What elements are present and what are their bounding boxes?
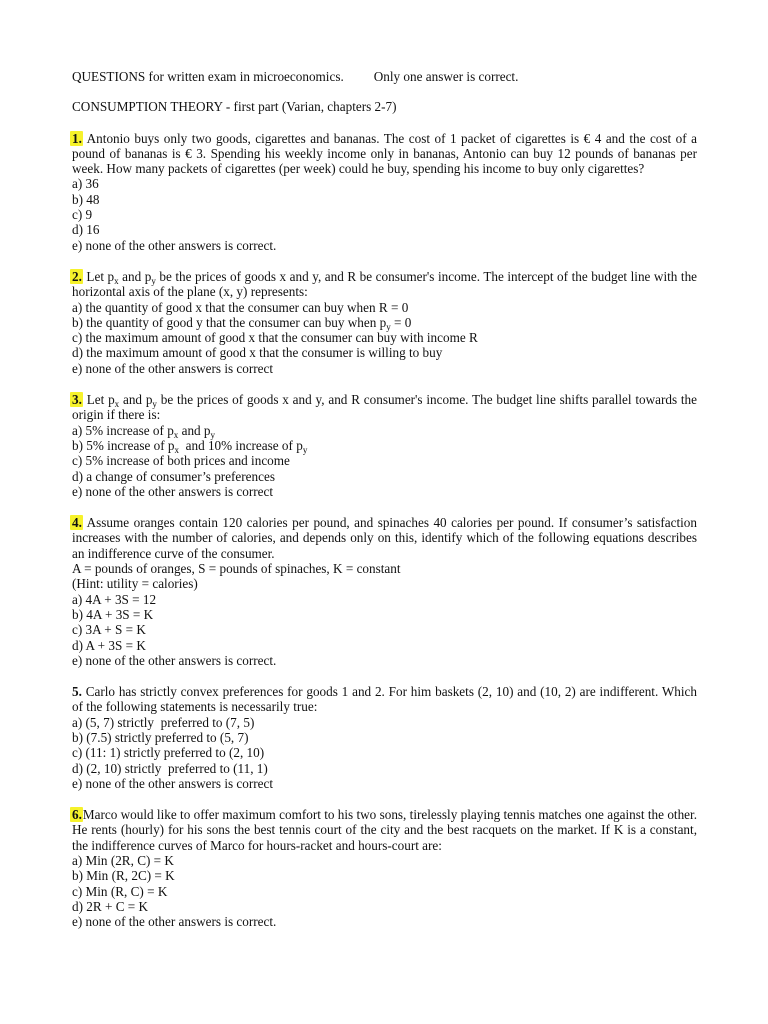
option-e: e) none of the other answers is correct	[72, 483, 274, 499]
subscript-y: y	[210, 429, 216, 440]
question-number-highlight: 1.	[72, 130, 82, 146]
option-e: e) none of the other answers is correct.	[72, 914, 277, 930]
question-text	[72, 269, 697, 300]
option-c: c) 5% increase of both prices and income	[72, 453, 290, 469]
question-body-part: be the prices of goods x and y, and R be consumer's income. The intercept of the budget line with the horizontal axis of the plane (x, y) represents:	[72, 268, 698, 300]
option-a	[72, 423, 697, 438]
option-c: c) 3A + S = K	[72, 622, 146, 638]
question-text	[72, 807, 697, 853]
option-a-mid: and p	[178, 422, 211, 438]
question-body-part: Let p	[86, 392, 115, 408]
question-body: Antonio buys only two goods, cigarettes and bananas. The cost of 1 packet of cigarettes is € 4 and the cost of a pound of bananas is € 3. Spending his weekly income only in bananas, Antonio can buy 12 pounds of bananas per week. How many packets of cigarettes (per week) could he buy, spending his income to buy only cigarettes?	[72, 130, 697, 177]
variable-definitions: A = pounds of oranges, S = pounds of spinaches, K = constant	[72, 561, 401, 577]
question-4	[72, 515, 697, 668]
option-b	[72, 315, 697, 330]
question-body-part: Let p	[86, 268, 115, 284]
option-b-text: b) the quantity of good y that the consumer can buy when p	[72, 314, 387, 330]
option-c: c) Min (R, C) = K	[72, 883, 168, 899]
question-body: Marco would like to offer maximum comfort to his two sons, tirelessly playing tennis matches one against the other. He rents (hourly) for his sons the best tennis court of the city and the best racquets on the market. If K is a constant, the indifference curves of Marco for hours-racket and hours-court are:	[72, 807, 697, 853]
hint: (Hint: utility = calories)	[72, 576, 198, 592]
option-e: e) none of the other answers is correct	[72, 360, 274, 376]
question-body-part: be the prices of goods x and y, and R consumer's income. The budget line shifts parallel towards the origin if there is:	[72, 392, 698, 423]
option-b: b) (7.5) strictly preferred to (5, 7)	[72, 729, 249, 745]
option-a: a) the quantity of good x that the consumer can buy when R = 0	[72, 299, 409, 315]
question-text	[72, 131, 697, 177]
option-a: a) (5, 7) strictly preferred to (7, 5)	[72, 714, 255, 730]
option-b-text: b) 5% increase of p	[72, 437, 175, 453]
option-e: e) none of the other answers is correct	[72, 775, 274, 791]
question-1	[72, 131, 697, 253]
question-text	[72, 392, 697, 423]
option-c: c) 9	[72, 207, 93, 223]
exam-page	[72, 69, 697, 930]
question-number: 5.	[72, 684, 82, 700]
option-d: d) A + 3S = K	[72, 637, 146, 653]
exam-header	[72, 69, 697, 84]
option-d: d) a change of consumer’s preferences	[72, 468, 275, 484]
subscript-x: x	[114, 275, 119, 286]
exam-title: QUESTIONS for written exam in microeconomics.	[72, 69, 344, 84]
question-number-highlight: 4.	[72, 515, 82, 531]
option-d: d) 2R + C = K	[72, 898, 149, 914]
subscript-y: y	[152, 399, 157, 410]
option-e: e) none of the other answers is correct.	[72, 237, 277, 253]
question-body: Carlo has strictly convex preferences for goods 1 and 2. For him baskets (2, 10) and (10, 2) are indifferent. Which of the following statements is necessarily true:	[72, 684, 698, 715]
option-d: d) 16	[72, 222, 100, 238]
answer-options	[72, 176, 697, 252]
subscript-x: x	[114, 399, 120, 410]
question-number-highlight: 6.	[72, 807, 82, 823]
question-text	[72, 515, 697, 561]
option-b-tail: = 0	[390, 314, 412, 330]
question-number-highlight: 2.	[72, 268, 82, 284]
option-b	[72, 438, 697, 453]
option-e: e) none of the other answers is correct.	[72, 652, 277, 668]
question-body-part: and p	[119, 392, 153, 408]
answer-options	[72, 300, 697, 376]
option-b: b) 4A + 3S = K	[72, 606, 154, 622]
option-a: a) 4A + 3S = 12	[72, 591, 157, 607]
answer-options	[72, 715, 697, 791]
option-c: c) the maximum amount of good x that the consumer can buy with income R	[72, 330, 478, 346]
answer-options	[72, 423, 697, 499]
question-6	[72, 807, 697, 929]
question-number-highlight: 3.	[72, 392, 82, 408]
answer-options	[72, 592, 697, 668]
option-b-mid: and 10% increase of p	[179, 437, 303, 453]
question-5	[72, 684, 697, 791]
question-notes	[72, 561, 697, 592]
question-3	[72, 392, 697, 499]
option-c: c) (11: 1) strictly preferred to (2, 10)	[72, 745, 265, 761]
question-2	[72, 269, 697, 376]
option-a-text: a) 5% increase of p	[72, 422, 174, 438]
subscript-x: x	[174, 444, 180, 455]
option-a: a) Min (2R, C) = K	[72, 853, 174, 869]
option-b: b) Min (R, 2C) = K	[72, 868, 175, 884]
option-d: d) (2, 10) strictly preferred to (11, 1)	[72, 760, 268, 776]
subscript-x: x	[173, 429, 179, 440]
question-text	[72, 684, 697, 715]
section-title: CONSUMPTION THEORY - first part (Varian, chapters 2-7)	[72, 99, 397, 115]
option-d: d) the maximum amount of good x that the consumer is willing to buy	[72, 345, 443, 361]
question-body-part: and p	[118, 268, 152, 284]
option-b: b) 48	[72, 191, 100, 207]
answer-options	[72, 853, 697, 929]
option-a: a) 36	[72, 176, 99, 192]
subscript-y: y	[151, 275, 156, 286]
subscript-y: y	[386, 321, 391, 332]
subscript-y: y	[302, 444, 308, 455]
exam-instruction: Only one answer is correct.	[373, 69, 519, 84]
question-body: Assume oranges contain 120 calories per pound, and spinaches 40 calories per pound. If consumer’s satisfaction increases with the number of calories, and depends only on this, identify which of the following equations describes an indifference curve of the consumer.	[72, 515, 697, 561]
